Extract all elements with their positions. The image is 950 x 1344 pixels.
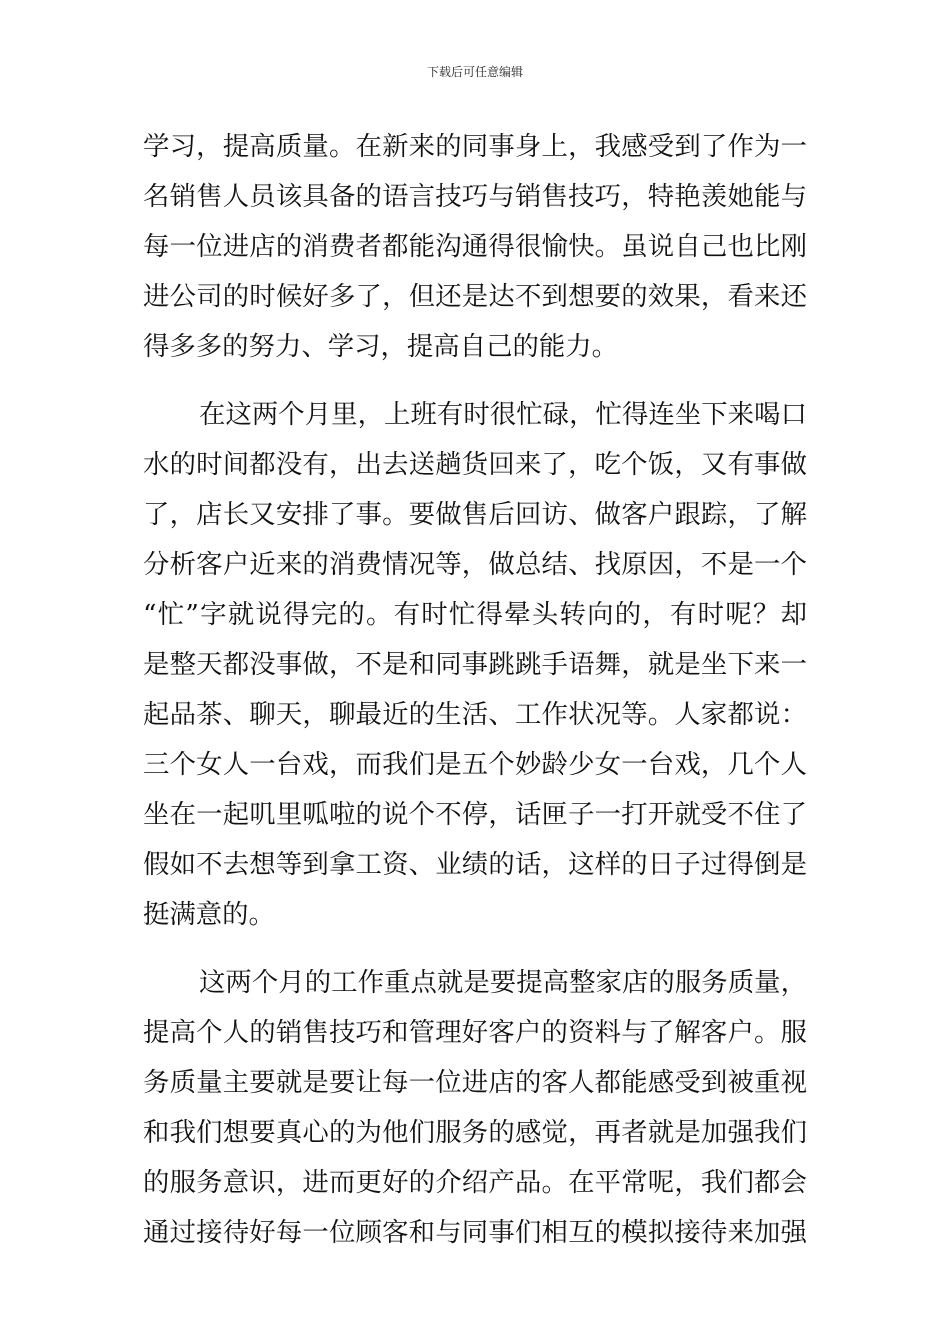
text-line: 学习，提高质量。在新来的同事身上，我感受到了作为一 [143, 131, 807, 162]
text-line: 进公司的时候好多了，但还是达不到想要的效果，看来还 [143, 281, 807, 312]
text-line: 坐在一起叽里呱啦的说个不停，话匣子一打开就受不住了 [143, 799, 807, 830]
paragraph-3 [143, 958, 807, 1258]
text-line: 务质量主要就是要让每一位进店的客人都能感受到被重视 [143, 1067, 807, 1098]
text-line: 起品茶、聊天，聊最近的生活、工作状况等。人家都说： [143, 699, 807, 730]
text-line: 分析客户近来的消费情况等，做总结、找原因，不是一个 [143, 549, 807, 580]
text-line: 和我们想要真心的为他们服务的感觉，再者就是加强我们 [143, 1117, 807, 1148]
text-line: 这两个月的工作重点就是要提高整家店的服务质量， [199, 967, 807, 998]
text-line: “忙”字就说得完的。有时忙得晕头转向的，有时呢？却 [143, 599, 807, 630]
text-line: 挺满意的。 [143, 899, 275, 930]
paragraph-gap [143, 940, 807, 958]
text-line: 得多多的努力、学习，提高自己的能力。 [143, 331, 619, 362]
text-line: 提高个人的销售技巧和管理好客户的资料与了解客户。服 [143, 1017, 807, 1048]
text-line: 是整天都没事做，不是和同事跳跳手语舞，就是坐下来一 [143, 649, 807, 680]
text-line: 通过接待好每一位顾客和与同事们相互的模拟接待来加强 [143, 1217, 807, 1248]
text-line: 水的时间都没有，出去送趟货回来了，吃个饭，又有事做 [143, 449, 807, 480]
paragraph-1 [143, 122, 807, 372]
text-line: 了，店长又安排了事。要做售后回访、做客户跟踪，了解 [143, 499, 807, 530]
text-line: 每一位进店的消费者都能沟通得很愉快。虽说自己也比刚 [143, 231, 807, 262]
text-line: 假如不去想等到拿工资、业绩的话，这样的日子过得倒是 [143, 849, 807, 880]
paragraph-gap [143, 372, 807, 390]
text-line: 名销售人员该具备的语言技巧与销售技巧，特艳羡她能与 [143, 181, 807, 212]
body-text [143, 122, 807, 1258]
text-line: 在这两个月里，上班有时很忙碌，忙得连坐下来喝口 [199, 399, 807, 430]
paragraph-2 [143, 390, 807, 940]
text-line: 的服务意识，进而更好的介绍产品。在平常呢，我们都会 [143, 1167, 807, 1198]
page-header: 下载后可任意编辑 [426, 65, 523, 79]
text-line: 三个女人一台戏，而我们是五个妙龄少女一台戏，几个人 [143, 749, 807, 780]
